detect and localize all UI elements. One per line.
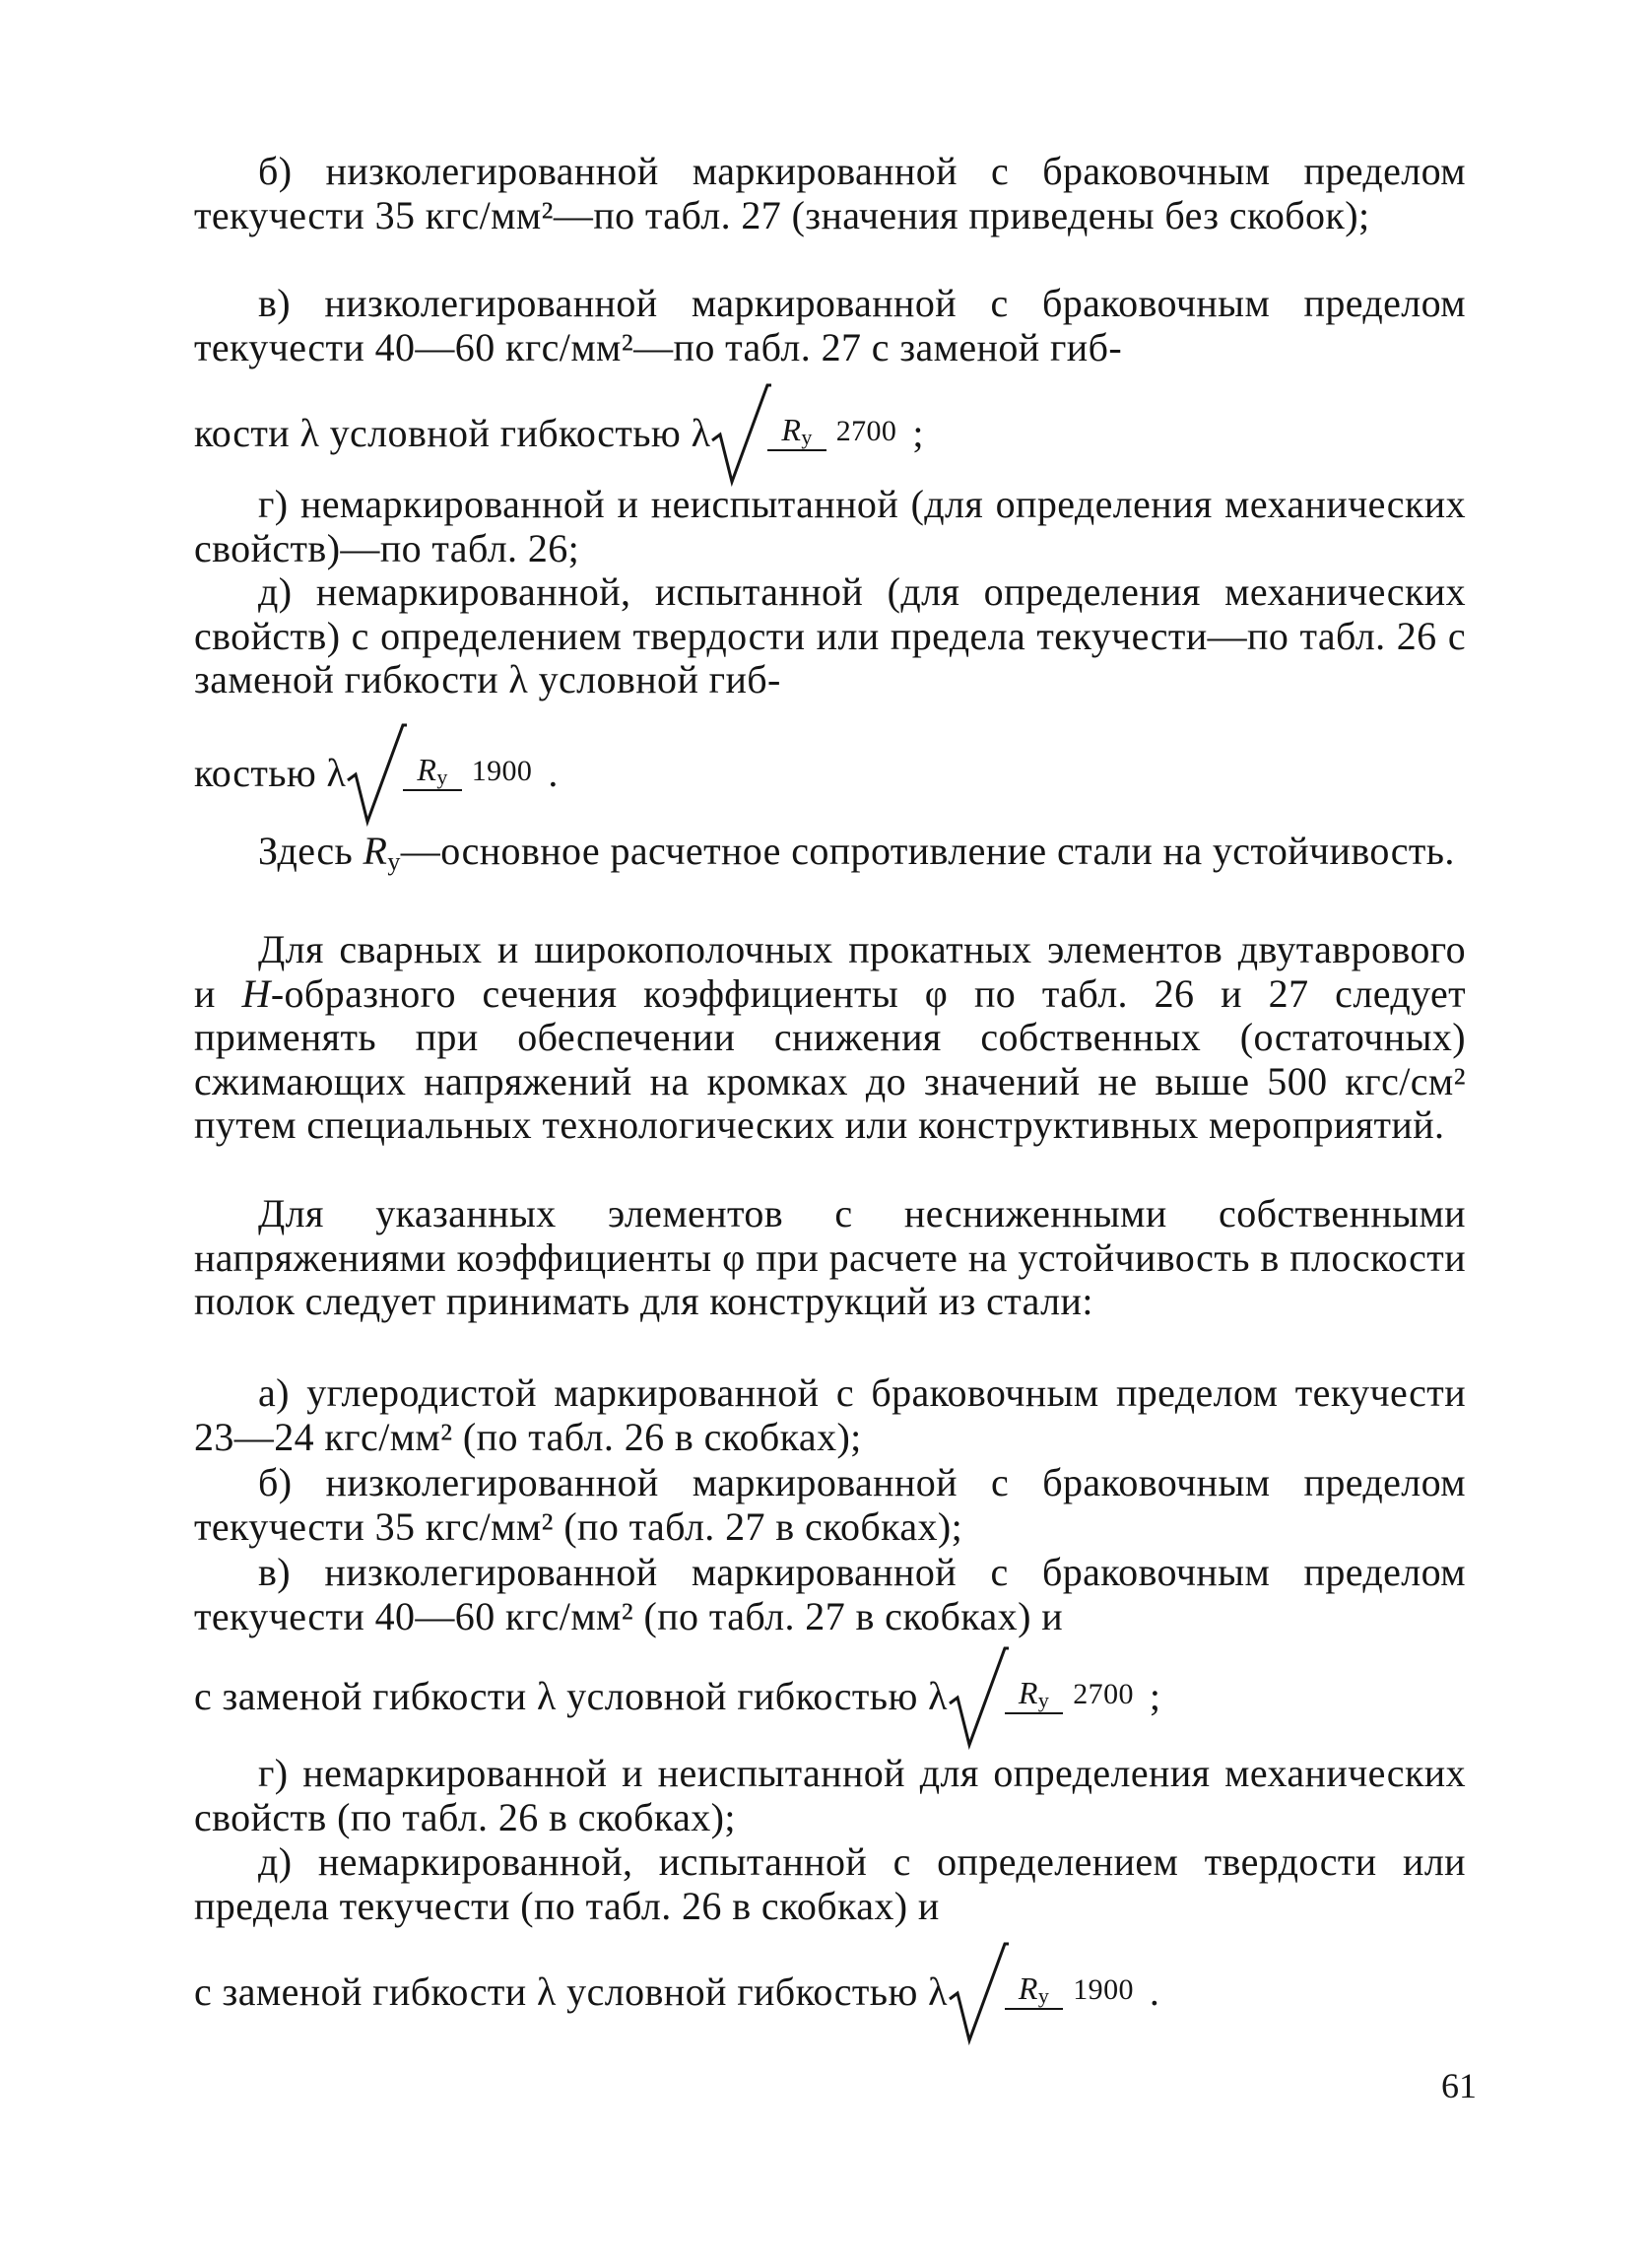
paragraph-g-untested-brackets: г) немаркированной и неиспытанной для определения механических свойств (по табл. 26 в скобках);	[194, 1751, 1466, 1839]
formula-line-1900-second	[194, 1938, 1159, 2046]
fraction-denominator: 2700	[1073, 1678, 1134, 1710]
formula-lead-text: с заменой гибкости λ условной гибкостью λ	[194, 1673, 948, 1718]
fraction-denominator: 2700	[835, 415, 897, 447]
formula-line-2700-second	[194, 1642, 1160, 1751]
formula-end-mark: ;	[1149, 1673, 1161, 1718]
fraction-ry-2700	[1005, 1674, 1144, 1719]
formula-end-mark: .	[1149, 1968, 1160, 2014]
fraction-numerator: $R_y$	[767, 412, 826, 451]
radical-sign-icon	[346, 719, 407, 828]
fraction-numerator: $R_y$	[1005, 1675, 1063, 1714]
paragraph-b-low-alloy-35-brackets: б) низколегированной маркированной с браковочным пределом текучести 35 кгс/мм² (по табл. 27 в скобках);	[194, 1460, 1466, 1549]
formula-lead-text: костью λ	[194, 750, 347, 795]
fraction-numerator: $R_y$	[403, 752, 461, 791]
fraction-ry-2700	[767, 411, 906, 456]
formula-line-2700	[194, 379, 924, 488]
paragraph-b-low-alloy-35: б) низколегированной маркированной с браковочным пределом текучести 35 кгс/мм²—по табл. 27 (значения приведены без скобок);	[194, 149, 1466, 237]
fraction-ry-1900	[1005, 1969, 1144, 2015]
radical-sign-icon	[710, 379, 771, 488]
formula-end-mark: ;	[912, 410, 924, 455]
paragraph-g-untested: г) немаркированной и неиспытанной (для определения механических свойств)—по табл. 26;	[194, 482, 1466, 570]
paragraph-ry-definition: Здесь $R_y—основное$ расчетное сопротивление стали на устойчивость.	[258, 829, 1455, 876]
paragraph-unreduced-stresses: Для указанных элементов с несниженными собственными напряжениями коэффициенты φ при расчете на устойчивость в плоскости полок следует принимать для конструкций из стали:	[194, 1191, 1466, 1323]
paragraph-d-tested-brackets: д) немаркированной, испытанной с определением твердости или предела текучести (по табл. 26 в скобках) и	[194, 1839, 1466, 1928]
fraction-denominator: 1900	[1073, 1973, 1134, 2006]
formula-end-mark: .	[548, 750, 559, 795]
radical-sign-icon	[948, 1642, 1009, 1751]
paragraph-welded-elements: Для сварных и широкополочных прокатных элементов двутаврового и H-образного сечения коэффициенты φ по табл. 26 и 27 следует применять при обеспечении снижения собственных (остаточных) сжимающих напряжений на кромках до значений не выше 500 кгс/см² путем специальных технологических или конструктивных мероприятий.	[194, 927, 1466, 1147]
fraction-denominator: 1900	[471, 755, 533, 787]
formula-line-1900	[194, 719, 559, 828]
radical-sign-icon	[948, 1938, 1009, 2046]
formula-lead-text: с заменой гибкости λ условной гибкостью λ	[194, 1968, 948, 2014]
formula-lead-text: кости λ условной гибкостью λ	[194, 410, 711, 455]
page-number: 61	[1441, 2066, 1477, 2105]
paragraph-v-low-alloy-brackets: в) низколегированной маркированной с браковочным пределом текучести 40—60 кгс/мм² (по табл. 27 в скобках) и	[194, 1550, 1466, 1638]
fraction-numerator: $R_y$	[1005, 1970, 1063, 2010]
paragraph-d-tested: д) немаркированной, испытанной (для определения механических свойств) с определением твердости или предела текучести—по табл. 26 с заменой гибкости λ условной гиб-	[194, 569, 1466, 701]
paragraph-v-low-alloy-40-60: в) низколегированной маркированной с браковочным пределом текучести 40—60 кгс/мм²—по табл. 27 с заменой гиб-	[194, 281, 1466, 369]
fraction-ry-1900	[403, 751, 542, 796]
paragraph-a-carbon: а) углеродистой маркированной с браковочным пределом текучести 23—24 кгс/мм² (по табл. 26 в скобках);	[194, 1370, 1466, 1459]
